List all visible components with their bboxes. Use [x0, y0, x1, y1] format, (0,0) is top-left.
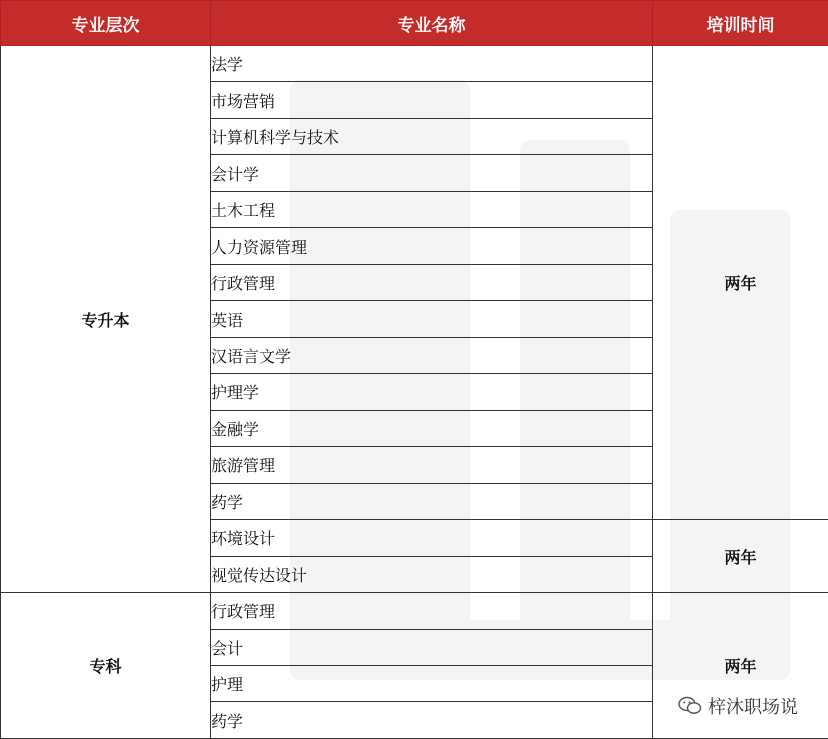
major-cell: 药学 [211, 702, 653, 739]
table-row [1, 593, 828, 629]
level-cell-upgrade: 专升本 [1, 46, 211, 593]
major-cell: 市场营销 [211, 82, 653, 118]
major-cell: 行政管理 [211, 593, 653, 629]
major-cell: 会计 [211, 629, 653, 665]
major-cell: 行政管理 [211, 264, 653, 300]
account-watermark [678, 693, 798, 719]
major-cell: 法学 [211, 46, 653, 82]
major-cell: 旅游管理 [211, 447, 653, 483]
header-level: 专业层次 [1, 1, 211, 46]
major-cell: 土木工程 [211, 191, 653, 227]
header-major: 专业名称 [211, 1, 653, 46]
wechat-icon [678, 696, 702, 716]
header-duration: 培训时间 [653, 1, 828, 46]
major-cell: 环境设计 [211, 520, 653, 556]
watermark-text: 梓沐职场说 [708, 697, 798, 718]
major-cell: 金融学 [211, 410, 653, 446]
major-cell: 护理 [211, 665, 653, 701]
major-cell: 英语 [211, 301, 653, 337]
major-cell: 视觉传达设计 [211, 556, 653, 592]
header-row [1, 1, 828, 46]
duration-cell: 两年 [653, 46, 828, 520]
major-cell: 药学 [211, 483, 653, 519]
major-cell: 护理学 [211, 374, 653, 410]
major-cell: 汉语言文学 [211, 337, 653, 373]
level-cell-associate: 专科 [1, 593, 211, 739]
duration-cell: 两年 [653, 520, 828, 593]
duration-cell: 两年 [653, 593, 828, 739]
table-row [1, 46, 828, 82]
major-cell: 计算机科学与技术 [211, 118, 653, 154]
major-cell: 人力资源管理 [211, 228, 653, 264]
major-cell: 会计学 [211, 155, 653, 191]
